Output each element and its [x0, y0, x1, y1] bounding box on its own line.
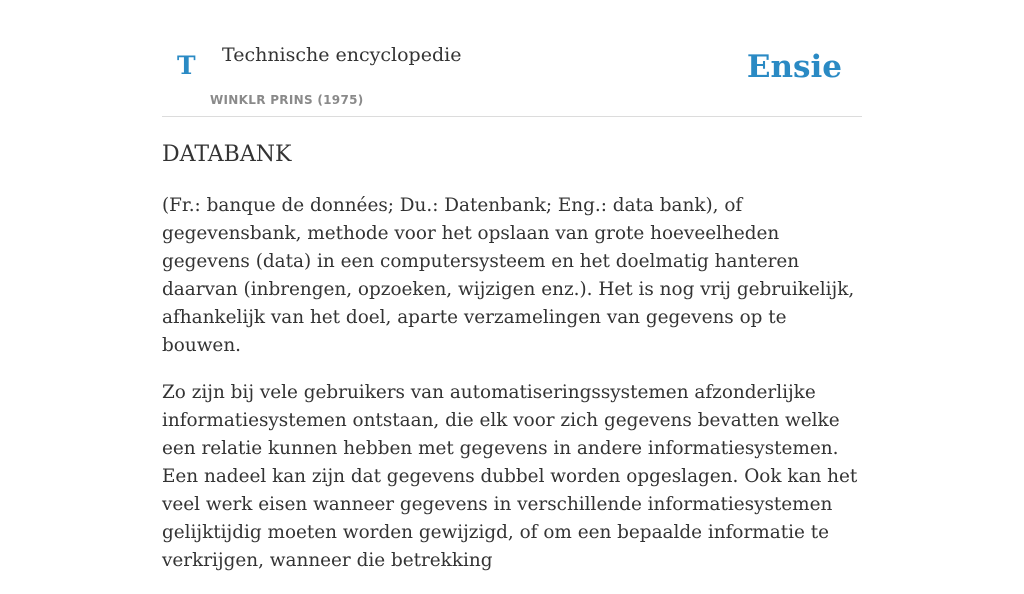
source-title[interactable]: Technische encyclopedie	[222, 44, 462, 66]
source-subtitle: WINKLR PRINS (1975)	[210, 93, 364, 107]
article-paragraph: Zo zijn bij vele gebruikers van automatiseringssystemen afzonderlijke informatiesystemen ontstaan, die elk voor zich gegevens bevatten welke een relatie kunnen hebben met gegevens in andere informatiesystemen. Een nadeel kan zijn dat gegevens dubbel worden opgeslagen. Ook kan het veel werk eisen wanneer gegevens in verschillende informatiesystemen gelijktijdig moeten worden gewijzigd, of om een bepaalde informatie te verkrijgen, wanneer die betrekking	[162, 382, 858, 571]
article-title: DATABANK	[162, 142, 292, 167]
brand-logo[interactable]: Ensie	[746, 49, 842, 85]
source-header	[162, 0, 862, 117]
source-logo-icon: T	[177, 51, 196, 80]
article-page	[162, 0, 862, 571]
article-body	[162, 192, 862, 594]
article-paragraph: (Fr.: banque de données; Du.: Datenbank; Eng.: data bank), of gegevensbank, methode voor het opslaan van grote hoeveelheden gegevens (data) in een computersysteem en het doelmatig hanteren daarvan (inbrengen, opzoeken, wijzigen enz.). Het is nog vrij gebruikelijk, afhankelijk van het doel, aparte verzamelingen van gegevens op te bouwen.	[162, 195, 855, 356]
